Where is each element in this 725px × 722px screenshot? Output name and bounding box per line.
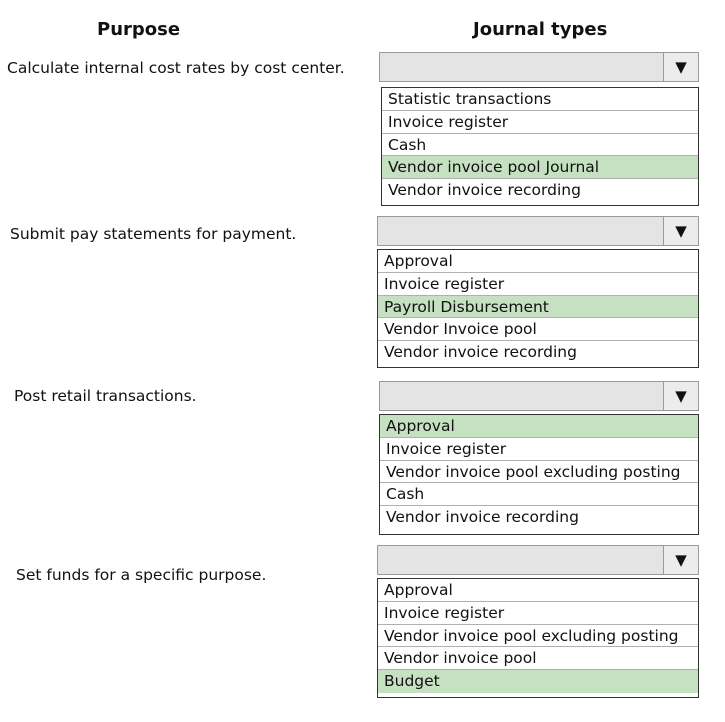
chevron-down-icon[interactable]: ▼ xyxy=(663,53,698,81)
option-item[interactable]: Invoice register xyxy=(378,602,698,625)
chevron-down-icon[interactable]: ▼ xyxy=(663,382,698,410)
options-list-3 xyxy=(379,414,699,535)
journal-types-header: Journal types xyxy=(473,19,608,40)
option-item[interactable]: Invoice register xyxy=(382,111,698,134)
options-list-2 xyxy=(377,249,699,368)
option-item-selected[interactable]: Payroll Disbursement xyxy=(378,296,698,319)
option-item-selected[interactable]: Budget xyxy=(378,670,698,693)
option-item[interactable]: Vendor invoice recording xyxy=(388,181,581,200)
chevron-down-icon[interactable]: ▼ xyxy=(663,217,698,245)
purpose-text-2: Submit pay statements for payment. xyxy=(10,225,297,243)
option-item-selected[interactable]: Vendor invoice pool Journal xyxy=(382,156,698,179)
options-list-1 xyxy=(381,87,699,206)
option-item[interactable]: Approval xyxy=(378,250,698,273)
option-item[interactable]: Vendor invoice pool excluding posting xyxy=(380,461,698,484)
chevron-down-icon[interactable]: ▼ xyxy=(663,546,698,574)
option-item[interactable]: Statistic transactions xyxy=(382,88,698,111)
option-item[interactable]: Vendor Invoice pool xyxy=(378,318,698,341)
journal-type-dropdown-4[interactable] xyxy=(377,545,699,575)
option-item[interactable]: Vendor invoice pool excluding posting xyxy=(378,625,698,648)
purpose-text-4: Set funds for a specific purpose. xyxy=(16,566,267,584)
option-item[interactable]: Cash xyxy=(382,134,698,157)
option-item[interactable]: Invoice register xyxy=(378,273,698,296)
option-item[interactable]: Cash xyxy=(380,483,698,506)
purpose-text-3: Post retail transactions. xyxy=(14,387,197,405)
option-item[interactable]: Vendor invoice recording xyxy=(386,508,579,527)
journal-type-dropdown-1[interactable] xyxy=(379,52,699,82)
journal-type-dropdown-2[interactable] xyxy=(377,216,699,246)
option-item-selected[interactable]: Approval xyxy=(380,415,698,438)
option-item[interactable]: Vendor invoice pool xyxy=(378,647,698,670)
journal-type-dropdown-3[interactable] xyxy=(379,381,699,411)
purpose-header: Purpose xyxy=(97,19,181,40)
option-item[interactable]: Invoice register xyxy=(380,438,698,461)
option-item[interactable]: Vendor invoice recording xyxy=(384,343,577,362)
option-item[interactable]: Approval xyxy=(378,579,698,602)
purpose-text-1: Calculate internal cost rates by cost center. xyxy=(7,59,345,77)
options-list-4 xyxy=(377,578,699,698)
